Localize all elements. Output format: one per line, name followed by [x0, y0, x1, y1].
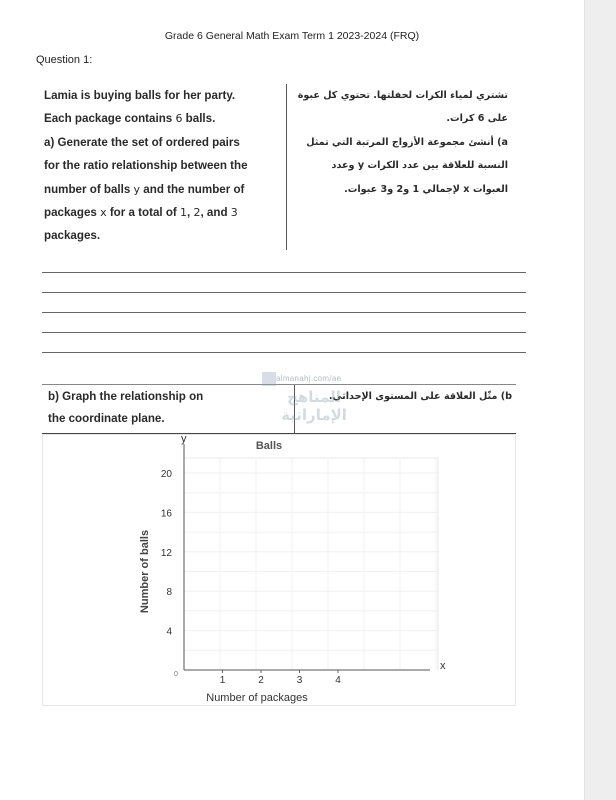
y-axis-letter: y — [181, 434, 187, 445]
x-tick-label: 1 — [219, 675, 226, 686]
question-arabic — [296, 84, 508, 201]
watermark-url: almanahj.com/ae — [276, 374, 342, 383]
coordinate-plane — [42, 434, 516, 706]
en-line: a) Generate the set of ordered pairs — [44, 135, 240, 149]
answer-line — [42, 312, 526, 313]
column-divider — [286, 84, 287, 250]
y-tick-label: 4 — [166, 626, 172, 638]
en-line: for the ratio relationship between the — [44, 159, 248, 173]
en-line: packages x for a total of 1, 2, and 3 — [44, 206, 238, 220]
ar-line: على 6 كرات. — [446, 113, 508, 125]
part-b-english — [48, 386, 288, 430]
viewer-margin — [584, 0, 616, 800]
watermark — [254, 370, 374, 424]
part-b-arabic: b) مثّل العلاقة على المستوى الإحداثي. — [328, 391, 512, 402]
ar-line: a) أنشئ مجموعة الأزواج المرتبة التي تمثل — [306, 136, 508, 148]
y-axis-title: Number of balls — [139, 529, 151, 614]
question-box — [44, 84, 514, 252]
x-tick-label: 4 — [335, 675, 341, 686]
ar-line: تشتري لمياء الكرات لحفلتها. تحتوي كل عبوة — [297, 90, 508, 101]
ar-line: العبوات x لإجمالي 1 و2 و3 عبوات. — [344, 183, 508, 195]
en-line: number of balls y and the number of — [44, 182, 245, 196]
en-line: Lamia is buying balls for her party. — [44, 89, 236, 102]
en-line: packages. — [44, 229, 101, 243]
x-tick-label: 2 — [258, 675, 264, 686]
question-english — [44, 84, 282, 248]
answer-line — [42, 292, 526, 293]
y-tick-label: 8 — [166, 587, 172, 599]
chart-svg — [42, 434, 516, 706]
origin-label: 0 — [174, 671, 178, 678]
x-axis-title: Number of packages — [206, 692, 308, 704]
answer-line — [42, 352, 526, 353]
y-tick-label: 12 — [160, 547, 172, 559]
exam-title: Grade 6 General Math Exam Term 1 2023-2024 (FRQ) — [164, 30, 420, 42]
b-en-line: b) Graph the relationship on — [48, 390, 204, 403]
x-axis-letter: x — [440, 660, 446, 672]
x-tick-label: 3 — [296, 675, 303, 686]
b-en-line: the coordinate plane. — [48, 412, 165, 425]
chart-title: Balls — [255, 440, 283, 452]
ar-line: النسبة للعلاقة بين عدد الكرات y وعدد — [331, 160, 508, 172]
answer-line — [42, 272, 526, 273]
answer-line — [42, 332, 526, 333]
en-line: Each package contains 6 balls. — [44, 112, 216, 126]
watermark-text: المناهج الإماراتية — [281, 388, 347, 424]
y-tick-label: 20 — [160, 469, 172, 480]
y-tick-label: 16 — [160, 508, 172, 520]
watermark-logo-icon — [262, 372, 276, 386]
question-label: Question 1: — [36, 54, 93, 66]
